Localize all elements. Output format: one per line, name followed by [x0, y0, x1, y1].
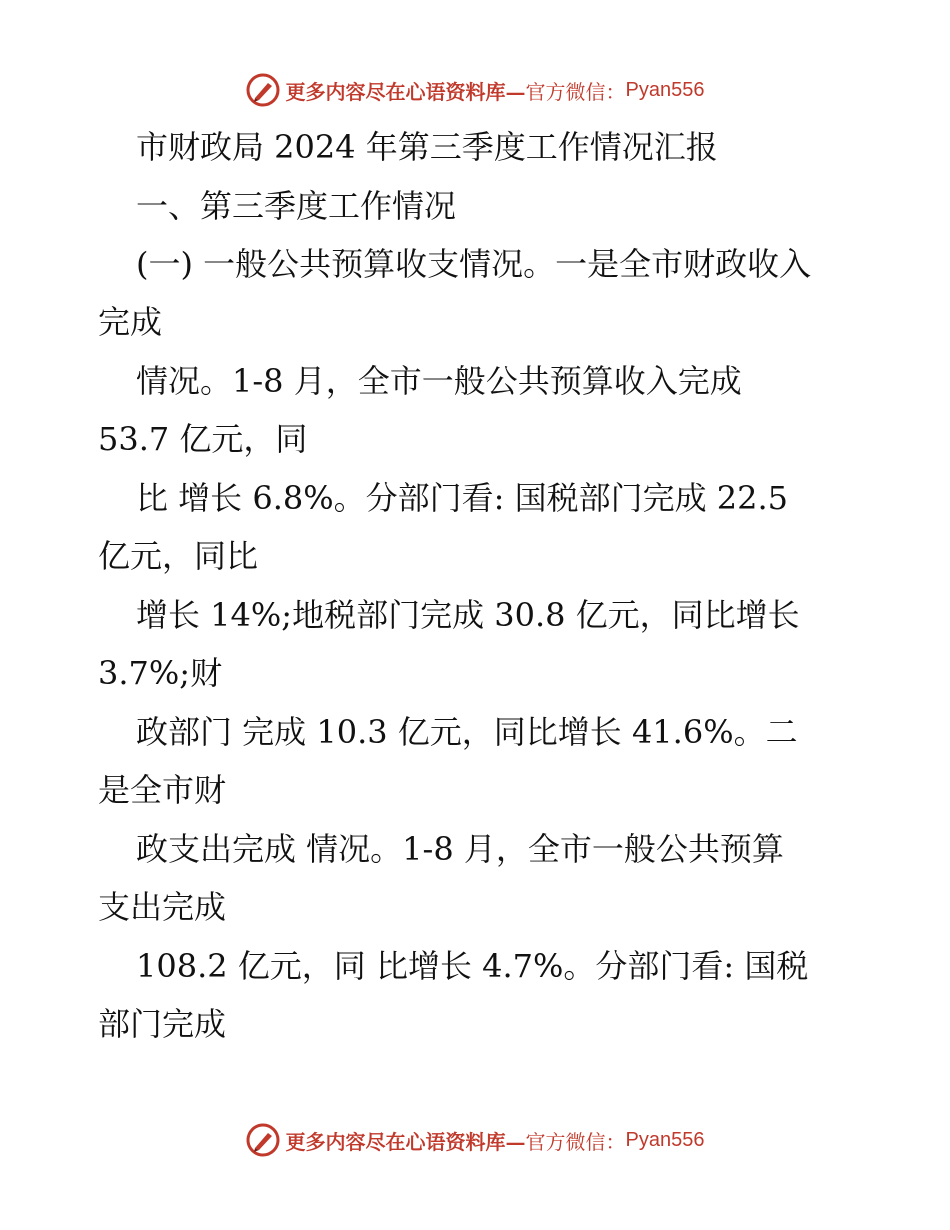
watermark-wechat-id: Pyan556 — [625, 1128, 705, 1151]
paragraph-line: (一) 一般公共预算收支情况。一是全市财政收入 — [136, 245, 812, 283]
paragraph-line: 完成 — [98, 303, 163, 341]
watermark-banner-top — [0, 70, 950, 110]
paragraph-line: 是全市财 — [98, 771, 227, 809]
watermark-banner-bottom — [0, 1120, 950, 1160]
paragraph-line: 108.2 亿元，同 比增长 4.7%。分部门看: 国税 — [136, 947, 809, 985]
paragraph-line: 比 增长 6.8%。分部门看: 国税部门完成 22.5 — [136, 479, 789, 517]
pen-logo-icon — [246, 1123, 280, 1157]
paragraph-line: 政支出完成 情况。1-8 月，全市一般公共预算 — [136, 830, 784, 868]
section-heading: 一、第三季度工作情况 — [136, 187, 457, 225]
paragraph-line: 情况。1-8 月，全市一般公共预算收入完成 — [136, 362, 742, 400]
document-title: 市财政局 2024 年第三季度工作情况汇报 — [136, 128, 718, 166]
paragraph-line: 部门完成 — [98, 1005, 227, 1043]
paragraph-line: 支出完成 — [98, 888, 227, 926]
paragraph-line: 53.7 亿元，同 — [98, 420, 308, 458]
paragraph-line: 亿元，同比 — [98, 537, 259, 575]
pen-logo-icon — [246, 73, 280, 107]
watermark-wechat-id: Pyan556 — [625, 78, 705, 101]
paragraph-line: 3.7%;财 — [98, 654, 223, 692]
paragraph-line: 政部门 完成 10.3 亿元，同比增长 41.6%。二 — [136, 713, 798, 751]
watermark-text: 更多内容尽在心语资料库— — [285, 1129, 526, 1154]
watermark-text: 更多内容尽在心语资料库— — [285, 79, 526, 104]
paragraph-line: 增长 14%;地税部门完成 30.8 亿元，同比增长 — [136, 596, 800, 634]
watermark-wechat-label: 官方微信： — [525, 1129, 626, 1154]
watermark-wechat-label: 官方微信： — [525, 79, 626, 104]
